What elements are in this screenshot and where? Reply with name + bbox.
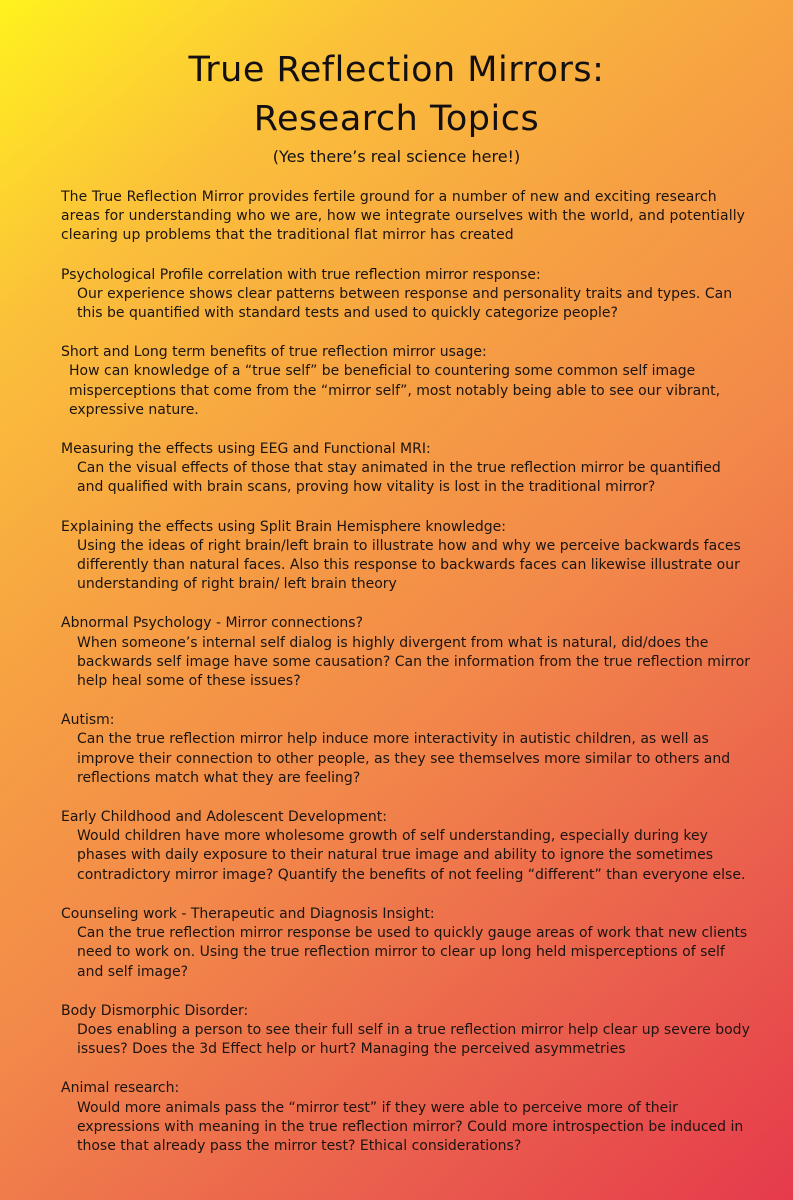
section-title: Measuring the effects using EEG and Functional MRI:	[61, 441, 431, 458]
intro-paragraph: The True Reflection Mirror provides fertile ground for a number of new and exciting research areas for understanding who we are, how we integrate ourselves with the world, and potentially clearing up problems that the traditional flat mirror has created	[61, 189, 746, 244]
section-animal-research	[61, 1079, 751, 1156]
section-title: Counseling work - Therapeutic and Diagnosis Insight:	[61, 905, 435, 922]
section-title: Animal research:	[61, 1080, 180, 1097]
section-body: Would more animals pass the “mirror test” if they were able to perceive more of their expressions with meaning in the true reflection mirror? Could more introspection be induced in those that already pass the mirror test? Ethical considerations?	[77, 1099, 744, 1154]
page-subtitle: (Yes there’s real science here!)	[272, 147, 521, 166]
section-title: Explaining the effects using Split Brain Hemisphere knowledge:	[61, 518, 506, 535]
section-autism	[61, 711, 751, 788]
section-title: Abnormal Psychology - Mirror connections?	[61, 615, 364, 632]
section-body: Can the true reflection mirror help induce more interactivity in autistic children, as well as improve their connection to other people, as they see themselves more similar to others and reflections match what they are feeling?	[77, 731, 731, 786]
section-body: Does enabling a person to see their full self in a true reflection mirror help clear up severe body issues? Does the 3d Effect help or hurt? Managing the perceived asymmetries	[77, 1021, 750, 1058]
section-body-dismorphic	[61, 1002, 751, 1060]
section-short-long-term-benefits	[61, 343, 751, 420]
section-title: Early Childhood and Adolescent Development:	[61, 809, 387, 826]
section-body: Would children have more wholesome growth of self understanding, especially during key phases with daily exposure to their natural true image and ability to ignore the sometimes contradictory mirror image? Quantify the benefits of not feeling “different” than everyone else.	[77, 828, 746, 883]
section-body: Can the visual effects of those that stay animated in the true reflection mirror be quantified and qualified with brain scans, proving how vitality is lost in the traditional mirror?	[77, 460, 721, 496]
page-title-line-1: True Reflection Mirrors:	[188, 50, 605, 90]
section-psychological-profile	[61, 266, 751, 324]
section-title: Short and Long term benefits of true reflection mirror usage:	[61, 344, 487, 361]
section-title: Body Dismorphic Disorder:	[61, 1002, 249, 1019]
section-body: Our experience shows clear patterns between response and personality traits and types. Can this be quantified with standard tests and used to quickly categorize people?	[77, 285, 733, 322]
section-body: Using the ideas of right brain/left brain to illustrate how and why we perceive backwards faces differently than natural faces. Also this response to backwards faces can likewise illustrate our understanding of right brain/ left brain theory	[77, 537, 741, 593]
page-title-line-2: Research Topics	[253, 99, 540, 139]
section-title: Autism:	[61, 712, 115, 729]
section-body: How can knowledge of a “true self” be beneficial to countering some common self image misperceptions that come from the “mirror self”, most notably being able to see our vibrant, expressive nature.	[69, 363, 721, 418]
section-counseling	[61, 905, 751, 982]
section-early-childhood	[61, 808, 751, 885]
section-abnormal-psychology	[61, 614, 751, 691]
section-split-brain	[61, 518, 751, 595]
section-eeg-fmri	[61, 440, 751, 498]
section-body: Can the true reflection mirror response be used to quickly gauge areas of work that new clients need to work on. Using the true reflection mirror to clear up long held misperceptions of self and self image?	[77, 925, 748, 980]
document-body	[61, 188, 751, 1176]
section-body: When someone’s internal self dialog is highly divergent from what is natural, did/does the backwards self image have some causation? Can the information from the true reflection mirror help heal some of these issues?	[77, 634, 751, 690]
section-title: Psychological Profile correlation with true reflection mirror response:	[61, 266, 541, 283]
